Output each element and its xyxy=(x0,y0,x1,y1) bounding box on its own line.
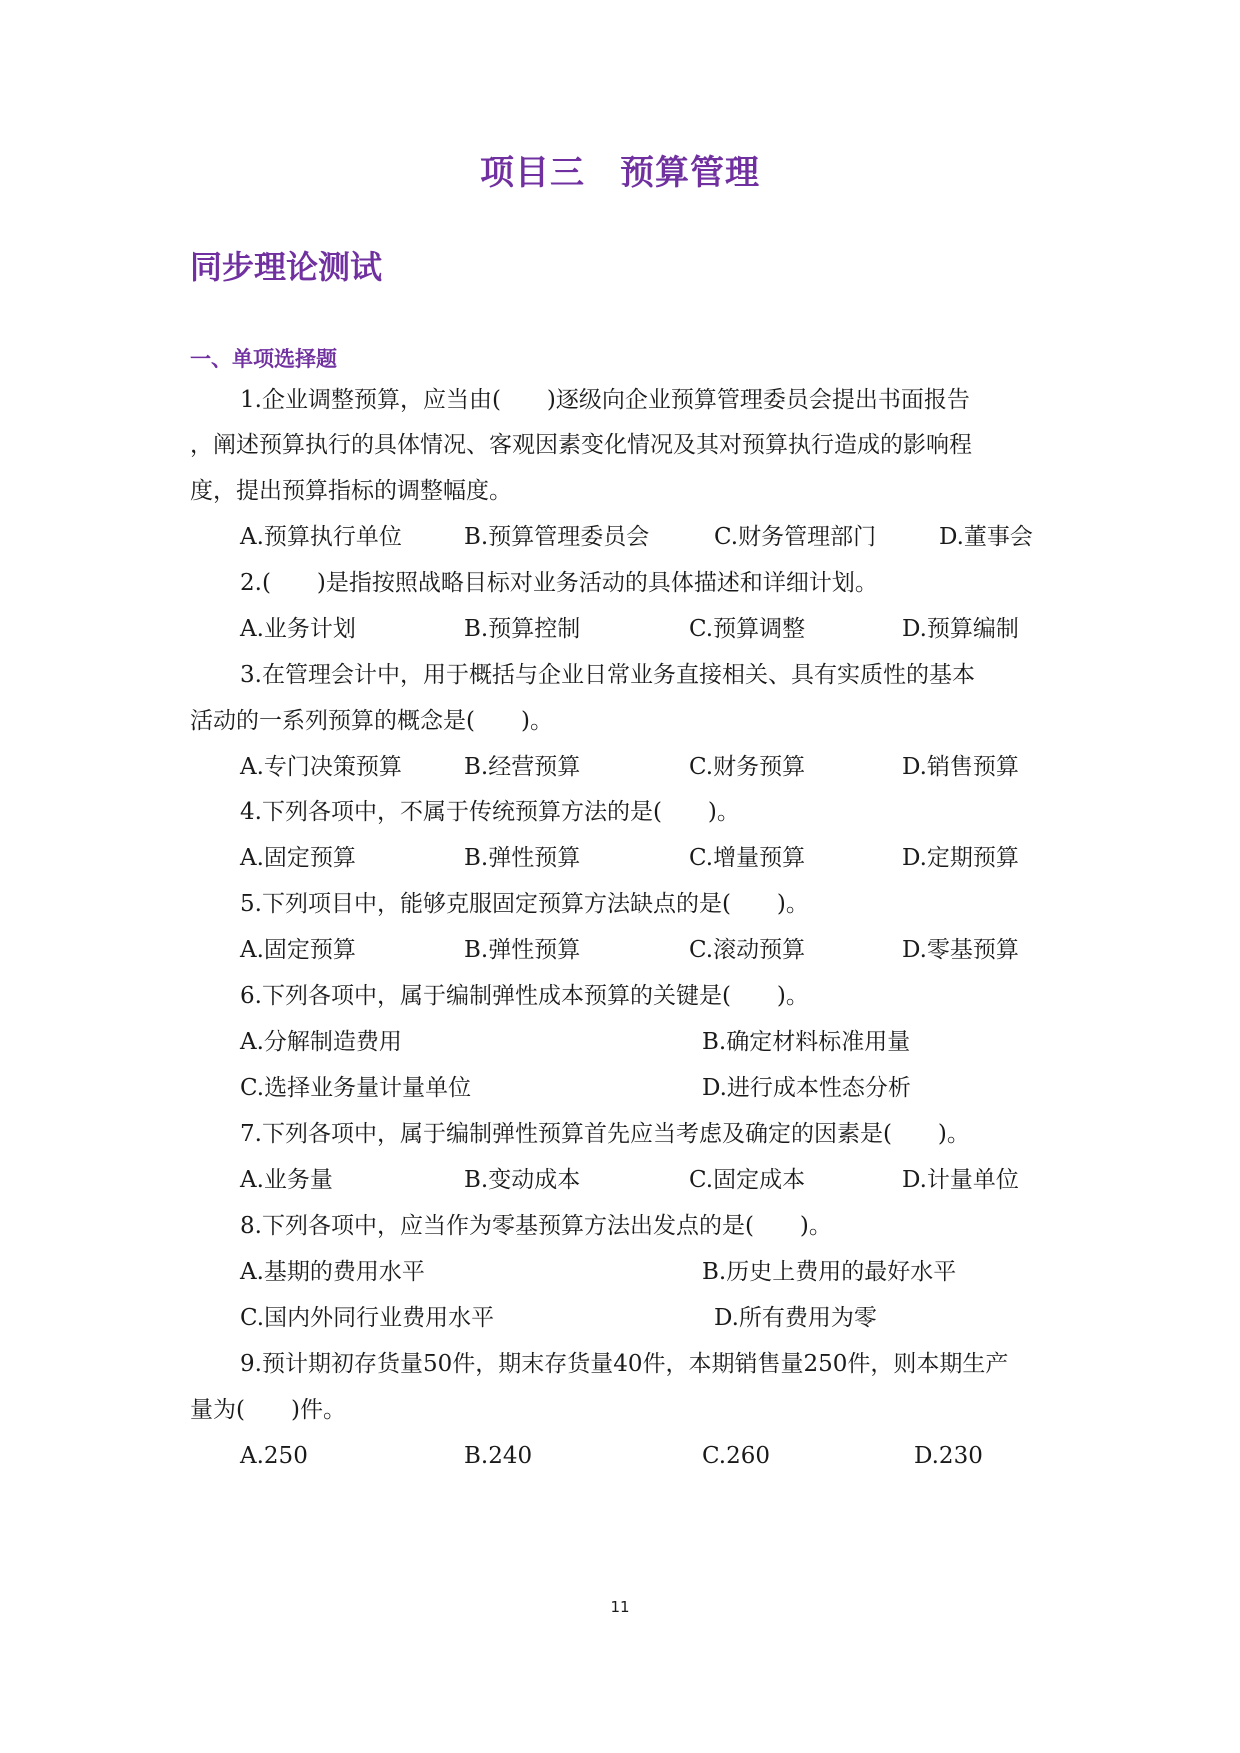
question-2-option-d: D.预算编制 xyxy=(902,616,1019,642)
question-7-text: 7.下列各项中，属于编制弹性预算首先应当考虑及确定的因素是( )。 xyxy=(240,1121,970,1147)
question-4-option-a: A.固定预算 xyxy=(240,845,356,871)
question-8-option-a: A.基期的费用水平 xyxy=(240,1259,425,1285)
question-3-text: 活动的一系列预算的概念是( )。 xyxy=(190,708,553,734)
question-8-text: 8.下列各项中，应当作为零基预算方法出发点的是( )。 xyxy=(240,1213,832,1239)
question-1-option-c: C.财务管理部门 xyxy=(714,524,877,550)
subsection-title: 一、单项选择题 xyxy=(190,347,337,371)
question-2-option-a: A.业务计划 xyxy=(240,616,356,642)
question-9-option-b: B.240 xyxy=(464,1443,533,1469)
question-8-option-d: D.所有费用为零 xyxy=(714,1305,877,1331)
question-3-option-c: C.财务预算 xyxy=(689,754,806,780)
question-9-text: 量为( )件。 xyxy=(190,1397,346,1423)
question-8-option-b: B.历史上费用的最好水平 xyxy=(702,1259,957,1285)
question-4-option-c: C.增量预算 xyxy=(689,845,806,871)
question-7-option-c: C.固定成本 xyxy=(689,1167,806,1193)
question-1-text: 度，提出预算指标的调整幅度。 xyxy=(190,478,512,504)
question-4-option-b: B.弹性预算 xyxy=(464,845,581,871)
question-9-option-c: C.260 xyxy=(702,1443,770,1469)
question-3-text: 3.在管理会计中，用于概括与企业日常业务直接相关、具有实质性的基本 xyxy=(240,662,975,688)
question-3-option-b: B.经营预算 xyxy=(464,754,581,780)
question-6-option-a: A.分解制造费用 xyxy=(240,1029,402,1055)
question-5-option-b: B.弹性预算 xyxy=(464,937,581,963)
question-1-option-a: A.预算执行单位 xyxy=(240,524,402,550)
question-1-option-b: B.预算管理委员会 xyxy=(464,524,650,550)
question-4-text: 4.下列各项中，不属于传统预算方法的是( )。 xyxy=(240,799,740,825)
question-6-option-b: B.确定材料标准用量 xyxy=(702,1029,911,1055)
question-7-option-a: A.业务量 xyxy=(240,1167,333,1193)
question-7-option-d: D.计量单位 xyxy=(902,1167,1019,1193)
question-5-text: 5.下列项目中，能够克服固定预算方法缺点的是( )。 xyxy=(240,891,809,917)
question-6-option-d: D.进行成本性态分析 xyxy=(702,1075,911,1101)
question-1-option-d: D.董事会 xyxy=(939,524,1033,550)
question-2-text: 2.( )是指按照战略目标对业务活动的具体描述和详细计划。 xyxy=(240,570,878,596)
question-1-text: 1.企业调整预算，应当由( )逐级向企业预算管理委员会提出书面报告 xyxy=(240,387,970,413)
question-9-option-a: A.250 xyxy=(240,1443,308,1469)
question-7-option-b: B.变动成本 xyxy=(464,1167,581,1193)
page-number: 11 xyxy=(610,1598,630,1616)
question-6-option-c: C.选择业务量计量单位 xyxy=(240,1075,472,1101)
question-5-option-a: A.固定预算 xyxy=(240,937,356,963)
question-3-option-a: A.专门决策预算 xyxy=(240,754,402,780)
page-title: 项目三 预算管理 xyxy=(480,153,760,193)
question-3-option-d: D.销售预算 xyxy=(902,754,1019,780)
question-5-option-d: D.零基预算 xyxy=(902,937,1019,963)
question-8-option-c: C.国内外同行业费用水平 xyxy=(240,1305,495,1331)
question-1-text: ，阐述预算执行的具体情况、客观因素变化情况及其对预算执行造成的影响程 xyxy=(190,432,972,458)
question-6-text: 6.下列各项中，属于编制弹性成本预算的关键是( )。 xyxy=(240,983,809,1009)
section-title: 同步理论测试 xyxy=(190,248,383,286)
question-5-option-c: C.滚动预算 xyxy=(689,937,806,963)
question-2-option-c: C.预算调整 xyxy=(689,616,806,642)
question-9-option-d: D.230 xyxy=(914,1443,983,1469)
question-9-text: 9.预计期初存货量50件，期末存货量40件，本期销售量250件，则本期生产 xyxy=(240,1351,1009,1377)
question-4-option-d: D.定期预算 xyxy=(902,845,1019,871)
question-2-option-b: B.预算控制 xyxy=(464,616,581,642)
